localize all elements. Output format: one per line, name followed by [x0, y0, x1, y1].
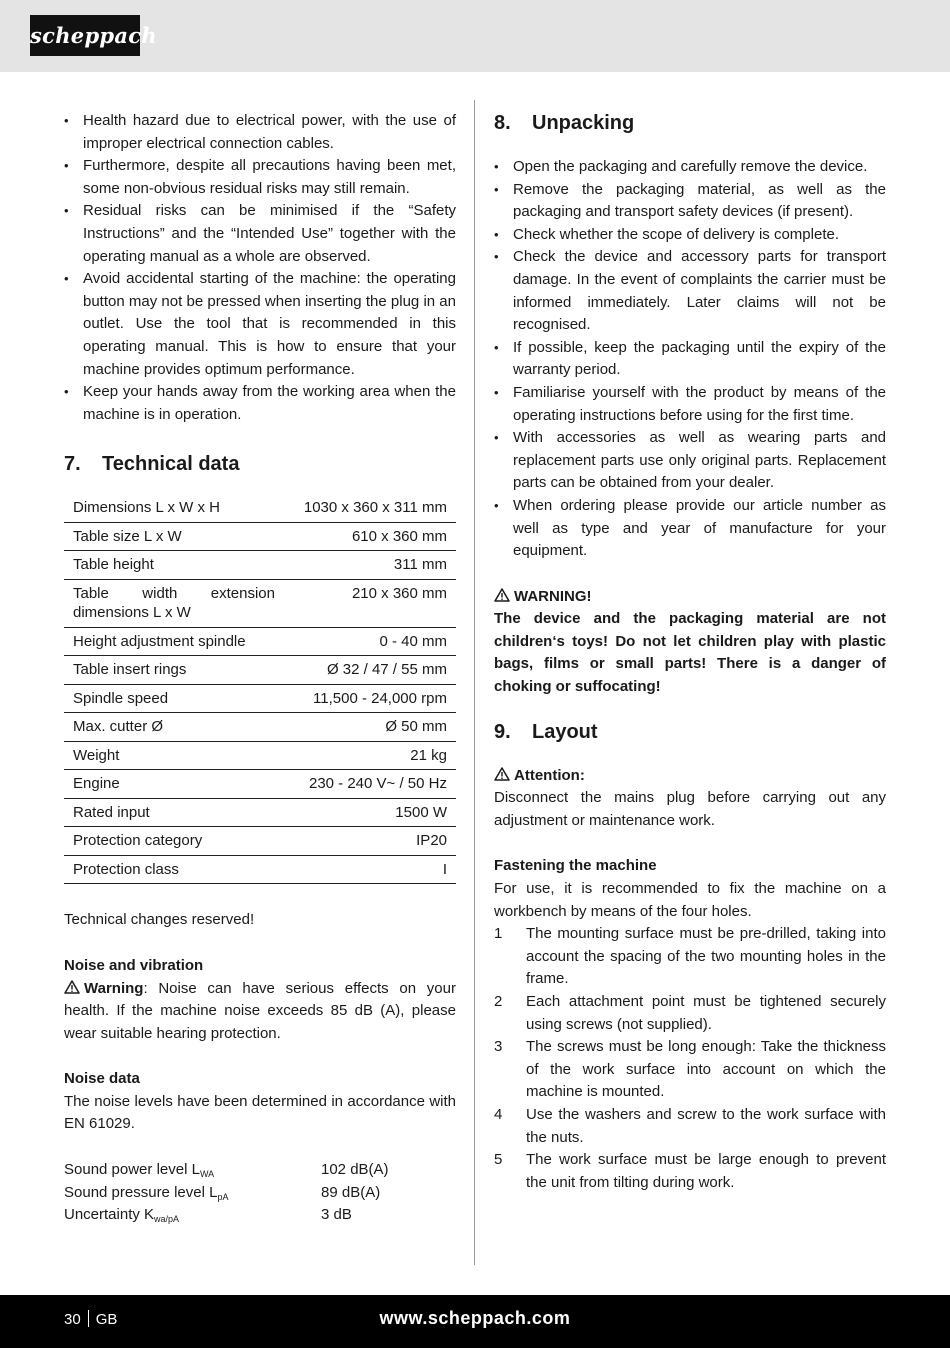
warning-triangle-icon — [494, 588, 510, 602]
list-item: • If possible, keep the packaging until the expiry of the warranty period. — [494, 337, 886, 382]
noise-data-text: The noise levels have been determined in accordance with EN 61029. — [64, 1092, 456, 1133]
warning-text: The device and the packaging material are not children‘s toys! Do not let children play with plastic bags, films or small parts! There is a danger of choking or suffocating! — [494, 610, 886, 696]
table-row — [64, 551, 456, 580]
spec-value: 311 mm — [284, 551, 456, 580]
list-item: • When ordering please provide our article number as well as type and year of manufacture for your equipment. — [494, 495, 886, 563]
sound-label-subscript: wa/pA — [154, 1214, 180, 1225]
step-number: 4 — [494, 1105, 503, 1123]
sound-levels — [64, 1159, 456, 1227]
table-row — [64, 741, 456, 770]
sound-label-subscript: WA — [199, 1169, 215, 1180]
table-row — [64, 827, 456, 856]
sound-label-text: Uncertainty K — [64, 1206, 155, 1224]
spec-label: Protection class — [64, 855, 284, 884]
sound-value: 89 dB(A) — [321, 1183, 381, 1201]
step-text: The screws must be long enough: Take the thickness of the work surface into account on which the machine is mounted. — [526, 1038, 886, 1101]
fastening-heading: Fastening the machine — [494, 857, 657, 875]
list-item — [494, 1149, 886, 1194]
attention-label: Attention: — [514, 766, 585, 784]
sound-label-text: Sound power level L — [64, 1161, 200, 1179]
unpacking-list — [494, 156, 886, 563]
residual-risks-list — [64, 110, 456, 426]
spec-value: 0 - 40 mm — [284, 627, 456, 656]
warning-label: WARNING! — [514, 587, 592, 605]
warning-heading — [494, 586, 886, 609]
table-row — [64, 579, 456, 627]
noise-warning-paragraph — [64, 978, 456, 1046]
column-divider — [474, 100, 475, 1265]
list-item — [494, 1036, 886, 1104]
website-link[interactable]: www.scheppach.com — [379, 1308, 571, 1328]
warning-label: Warning — [84, 979, 144, 997]
table-row — [64, 798, 456, 827]
step-number: 1 — [494, 925, 503, 943]
spec-value: 21 kg — [284, 741, 456, 770]
list-item: • Familiarise yourself with the product by means of the operating instructions before using for the first time. — [494, 382, 886, 427]
step-text: Use the washers and screw to the work surface with the nuts. — [526, 1105, 886, 1146]
spec-value: IP20 — [284, 827, 456, 856]
table-row — [64, 684, 456, 713]
technical-data-table — [64, 494, 456, 884]
step-text: The work surface must be large enough to prevent the unit from tilting during work. — [526, 1151, 886, 1191]
table-row — [64, 522, 456, 551]
page-header — [0, 0, 950, 72]
warning-triangle-icon — [494, 767, 510, 781]
sound-row — [64, 1182, 456, 1205]
spec-value: I — [284, 855, 456, 884]
sound-label — [64, 1204, 321, 1227]
sound-label-subscript: pA — [217, 1191, 229, 1202]
table-row — [64, 713, 456, 742]
spec-value: 1500 W — [284, 798, 456, 827]
section-title: Unpacking — [532, 112, 635, 134]
list-item: • Avoid accidental starting of the machine: the operating button may not be pressed when inserting the plug in an outlet. Use the tool that is recommended in this operating manual. This is how to ensure that your machine provides optimum performance. — [64, 268, 456, 381]
table-row — [64, 656, 456, 685]
attention-heading — [494, 765, 886, 788]
section-heading-technical-data — [64, 451, 456, 477]
sound-value: 3 dB — [321, 1206, 352, 1224]
spec-value: Ø 32 / 47 / 55 mm — [284, 656, 456, 685]
section-number: 9. — [494, 720, 511, 743]
step-number: 5 — [494, 1151, 503, 1169]
spec-label: Max. cutter Ø — [64, 713, 284, 742]
list-item — [494, 991, 886, 1036]
left-column — [64, 110, 456, 1227]
section-heading-layout — [494, 719, 886, 745]
list-item: • With accessories as well as wearing parts and replacement parts use only original parts. Replacement parts can be obtained from your dealer. — [494, 427, 886, 495]
list-item: • Remove the packaging material, as well as the packaging and transport safety devices (if present). — [494, 179, 886, 224]
step-text: Each attachment point must be tightened securely using screws (not supplied). — [526, 993, 886, 1033]
list-item: • Check the device and accessory parts for transport damage. In the event of complaints the carrier must be informed immediately. Later claims will not be recognised. — [494, 246, 886, 336]
spec-label: Table width extension dimensions L x W — [64, 579, 284, 627]
fastening-intro: For use, it is recommended to fix the machine on a workbench by means of the four holes. — [494, 880, 886, 920]
sound-label — [64, 1182, 321, 1205]
page-footer — [0, 1295, 950, 1348]
spec-label: Height adjustment spindle — [64, 627, 284, 656]
list-item — [494, 923, 886, 991]
sound-row — [64, 1159, 456, 1182]
page-number: 30 — [64, 1311, 81, 1328]
table-row — [64, 627, 456, 656]
section-heading-unpacking — [494, 110, 886, 136]
spec-label: Protection category — [64, 827, 284, 856]
technical-changes-note: Technical changes reserved! — [64, 911, 255, 929]
attention-text: Disconnect the mains plug before carrying out any adjustment or maintenance work. — [494, 789, 886, 829]
list-item: • Open the packaging and carefully remove the device. — [494, 156, 886, 179]
spec-value: 210 x 360 mm — [284, 579, 456, 627]
table-row — [64, 770, 456, 799]
spec-label: Rated input — [64, 798, 284, 827]
step-text: The mounting surface must be pre-drilled, taking into account the spacing of the two mounting holes in the frame. — [526, 925, 886, 988]
sound-row — [64, 1204, 456, 1227]
sound-label — [64, 1159, 321, 1182]
spec-label: Engine — [64, 770, 284, 799]
spec-value: 11,500 - 24,000 rpm — [284, 684, 456, 713]
language-code: GB — [95, 1311, 118, 1328]
spec-label: Dimensions L x W x H — [64, 494, 284, 522]
sound-label-text: Sound pressure level L — [64, 1183, 218, 1201]
section-title: Layout — [532, 720, 598, 743]
list-item: • Check whether the scope of delivery is complete. — [494, 224, 886, 247]
spec-label: Table size L x W — [64, 522, 284, 551]
list-item — [494, 1104, 886, 1149]
spec-value: Ø 50 mm — [284, 713, 456, 742]
spec-label: Table height — [64, 551, 284, 580]
list-item: • Health hazard due to electrical power, with the use of improper electrical connection cables. — [64, 110, 456, 155]
list-item: • Keep your hands away from the working area when the machine is in operation. — [64, 381, 456, 426]
scheppach-logo: scheppach — [30, 15, 140, 56]
spec-label: Spindle speed — [64, 684, 284, 713]
sound-value: 102 dB(A) — [321, 1161, 389, 1179]
table-row — [64, 855, 456, 884]
spec-value: 230 - 240 V~ / 50 Hz — [284, 770, 456, 799]
section-number: 8. — [494, 112, 511, 134]
warning-text: : Noise can have serious effects on your health. If the machine noise exceeds 85 dB (A), please wear suitable hearing protection. — [64, 979, 456, 1042]
warning-triangle-icon — [64, 980, 80, 994]
section-title: Technical data — [102, 453, 240, 476]
list-item: • Residual risks can be minimised if the “Safety Instructions” and the “Intended Use” together with the operating manual as a whole are observed. — [64, 200, 456, 268]
section-number: 7. — [64, 453, 81, 476]
noise-data-heading: Noise data — [64, 1070, 140, 1088]
table-row — [64, 494, 456, 522]
noise-vibration-heading: Noise and vibration — [64, 956, 204, 974]
right-column — [494, 110, 886, 1194]
spec-value: 1030 x 360 x 311 mm — [284, 494, 456, 522]
spec-label: Weight — [64, 741, 284, 770]
step-number: 3 — [494, 1038, 503, 1056]
spec-value: 610 x 360 mm — [284, 522, 456, 551]
spec-label: Table insert rings — [64, 656, 284, 685]
list-item: • Furthermore, despite all precautions having been met, some non-obvious residual risks may still remain. — [64, 155, 456, 200]
step-number: 2 — [494, 993, 503, 1010]
fastening-steps — [494, 923, 886, 1194]
